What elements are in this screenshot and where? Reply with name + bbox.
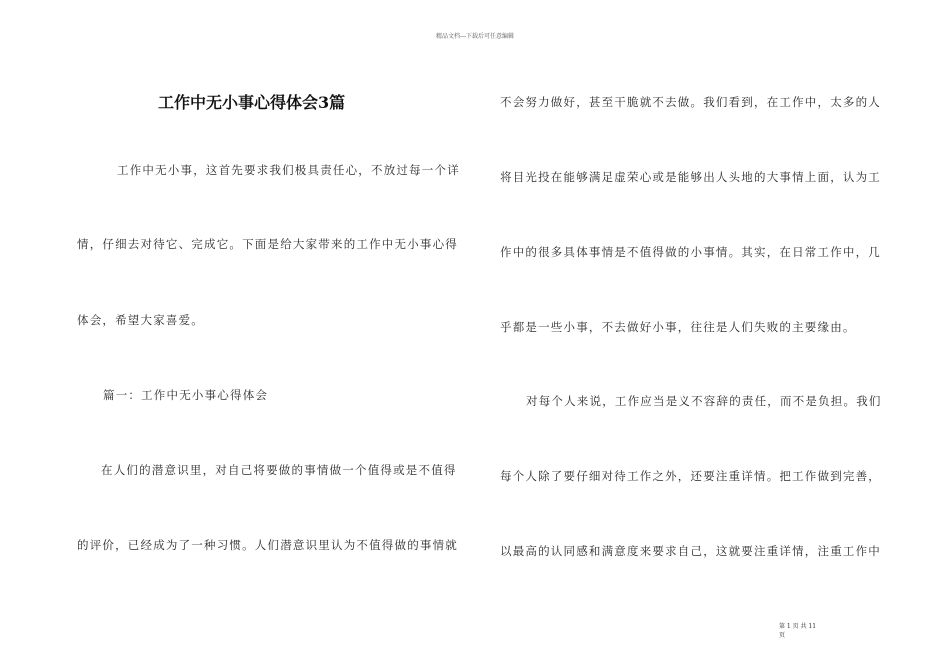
paragraph-line: 每个人除了要仔细对待工作之外，还要注重详情。把工作做到完善， (500, 469, 881, 483)
paragraph-line: 对每个人来说，工作应当是义不容辞的责任，而不是负担。我们 (526, 394, 882, 408)
paragraph-line: 作中的很多具体事情是不值得做的小事情。其实，在日常工作中，几 (500, 245, 881, 259)
page-number (779, 622, 839, 640)
paragraph-line: 情，仔细去对待它、完成它。下面是给大家带来的工作中无小事心得 (77, 237, 458, 251)
paragraph-line: 以最高的认同感和满意度来要求自己，这就要注重详情，注重工作中 (500, 544, 881, 558)
paragraph-line: 不会努力做好，甚至干脆就不去做。我们看到，在工作中，太多的人 (500, 95, 881, 109)
paragraph-line: 在人们的潜意识里，对自己将要做的事情做一个值得或是不值得 (101, 463, 457, 477)
paragraph-line: 体会，希望大家喜爱。 (77, 313, 204, 327)
page-number-line: 页 (779, 632, 786, 639)
paragraph-line: 工作中无小事，这首先要求我们极具责任心，不放过每一个详 (117, 163, 460, 177)
paragraph-line: 的评价，已经成为了一种习惯。人们潜意识里认为不值得做的事情就 (77, 538, 458, 552)
paragraph-line: 将目光投在能够满足虚荣心或是能够出人头地的大事情上面，认为工 (500, 170, 881, 184)
section-heading: 篇一：工作中无小事心得体会 (103, 388, 269, 402)
paragraph-line: 乎都是一些小事，不去做好小事，往往是人们失败的主要缘由。 (500, 320, 856, 334)
page-number-line: 第 1 页 共 11 (779, 623, 817, 630)
header-note: 精品文档---下载后可任意编辑 (435, 33, 515, 40)
document-title: 工作中无小事心得体会3篇 (158, 93, 346, 112)
